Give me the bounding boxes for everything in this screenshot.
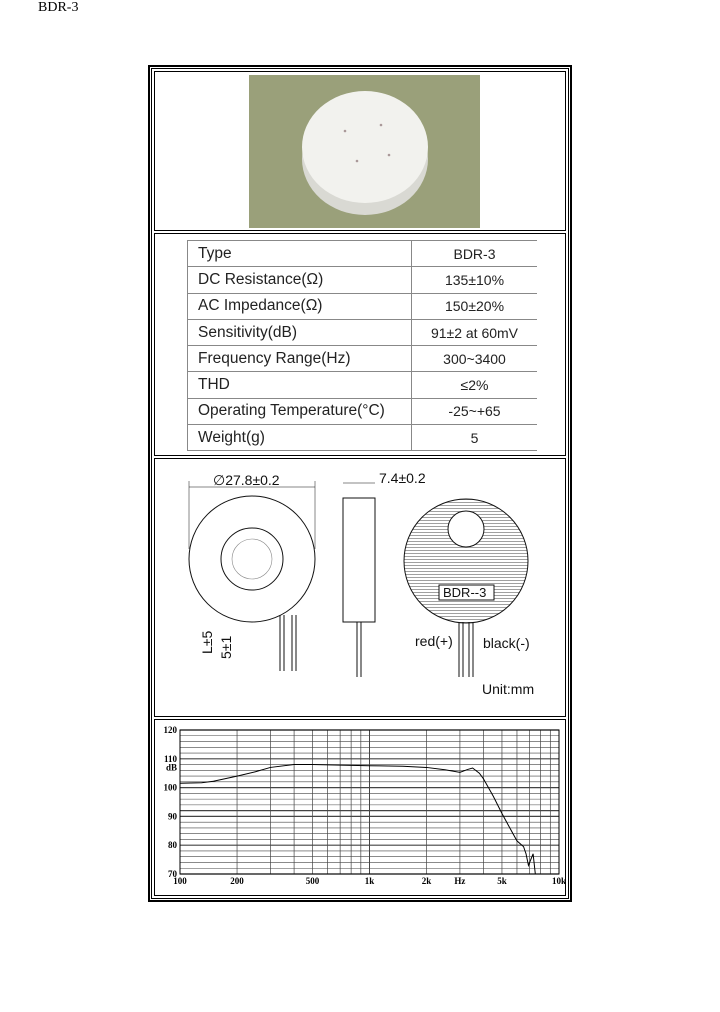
spec-row	[188, 319, 538, 345]
spec-row	[188, 267, 538, 293]
chart-section	[154, 719, 566, 896]
y-tick-label: 80	[168, 840, 177, 851]
spec-row	[188, 241, 538, 267]
spec-value: -25~+65	[412, 398, 538, 424]
spec-label: DC Resistance(Ω)	[188, 267, 412, 293]
strip-length-dimension: 5±1	[218, 635, 234, 659]
drawing-section	[154, 458, 566, 717]
y-tick-label: 100	[163, 782, 177, 793]
x-tick-label: 1k	[364, 876, 375, 886]
spec-value: 135±10%	[412, 267, 538, 293]
spec-row	[188, 346, 538, 372]
datasheet-frame	[149, 66, 571, 901]
y-tick-label: 90	[168, 811, 177, 822]
spec-value: 5	[412, 425, 538, 451]
x-tick-label: Hz	[454, 876, 466, 886]
spec-value: ≤2%	[412, 372, 538, 398]
lead-length-dimension: L±5	[199, 630, 215, 654]
spec-label: Type	[188, 241, 412, 267]
thickness-dimension: 7.4±0.2	[379, 470, 426, 486]
spec-label: Operating Temperature(°C)	[188, 398, 412, 424]
x-tick-label: 2k	[421, 876, 432, 886]
diameter-dimension: ∅27.8±0.2	[213, 472, 280, 488]
unit-label: Unit:mm	[482, 681, 535, 697]
frequency-response-chart	[155, 720, 567, 897]
spec-row	[188, 425, 538, 451]
dimension-drawing	[155, 459, 567, 718]
x-tick-label: 100	[173, 876, 187, 886]
spl-curve	[180, 765, 535, 874]
x-tick-label: 500	[305, 876, 320, 886]
spec-row	[188, 372, 538, 398]
red-lead-label: red(+)	[415, 633, 453, 649]
spec-label: Sensitivity(dB)	[188, 319, 412, 345]
spec-label: THD	[188, 372, 412, 398]
x-tick-label: 200	[230, 876, 244, 886]
spec-value: 150±20%	[412, 293, 538, 319]
spec-label: Weight(g)	[188, 425, 412, 451]
spec-label: Frequency Range(Hz)	[188, 346, 412, 372]
spec-value: BDR-3	[412, 241, 538, 267]
document-title: BDR-3	[38, 0, 79, 15]
marking-label: BDR--3	[443, 585, 487, 600]
spec-row	[188, 293, 538, 319]
buzzer-photo-image	[249, 75, 480, 228]
spec-row	[188, 398, 538, 424]
spec-value: 300~3400	[412, 346, 538, 372]
x-tick-label: 5k	[497, 876, 507, 886]
specs-section	[154, 233, 566, 456]
y-tick-label: 70	[168, 869, 177, 879]
product-photo	[249, 75, 480, 228]
black-lead-label: black(-)	[483, 635, 530, 651]
y-tick-label: 110	[163, 753, 177, 764]
spec-value: 91±2 at 60mV	[412, 319, 538, 345]
x-tick-label: 10k	[551, 876, 567, 886]
y-tick-label: dB	[165, 762, 177, 773]
specs-table	[187, 240, 537, 451]
spec-label: AC Impedance(Ω)	[188, 293, 412, 319]
y-tick-label: 120	[163, 725, 177, 735]
photo-section	[154, 71, 566, 231]
